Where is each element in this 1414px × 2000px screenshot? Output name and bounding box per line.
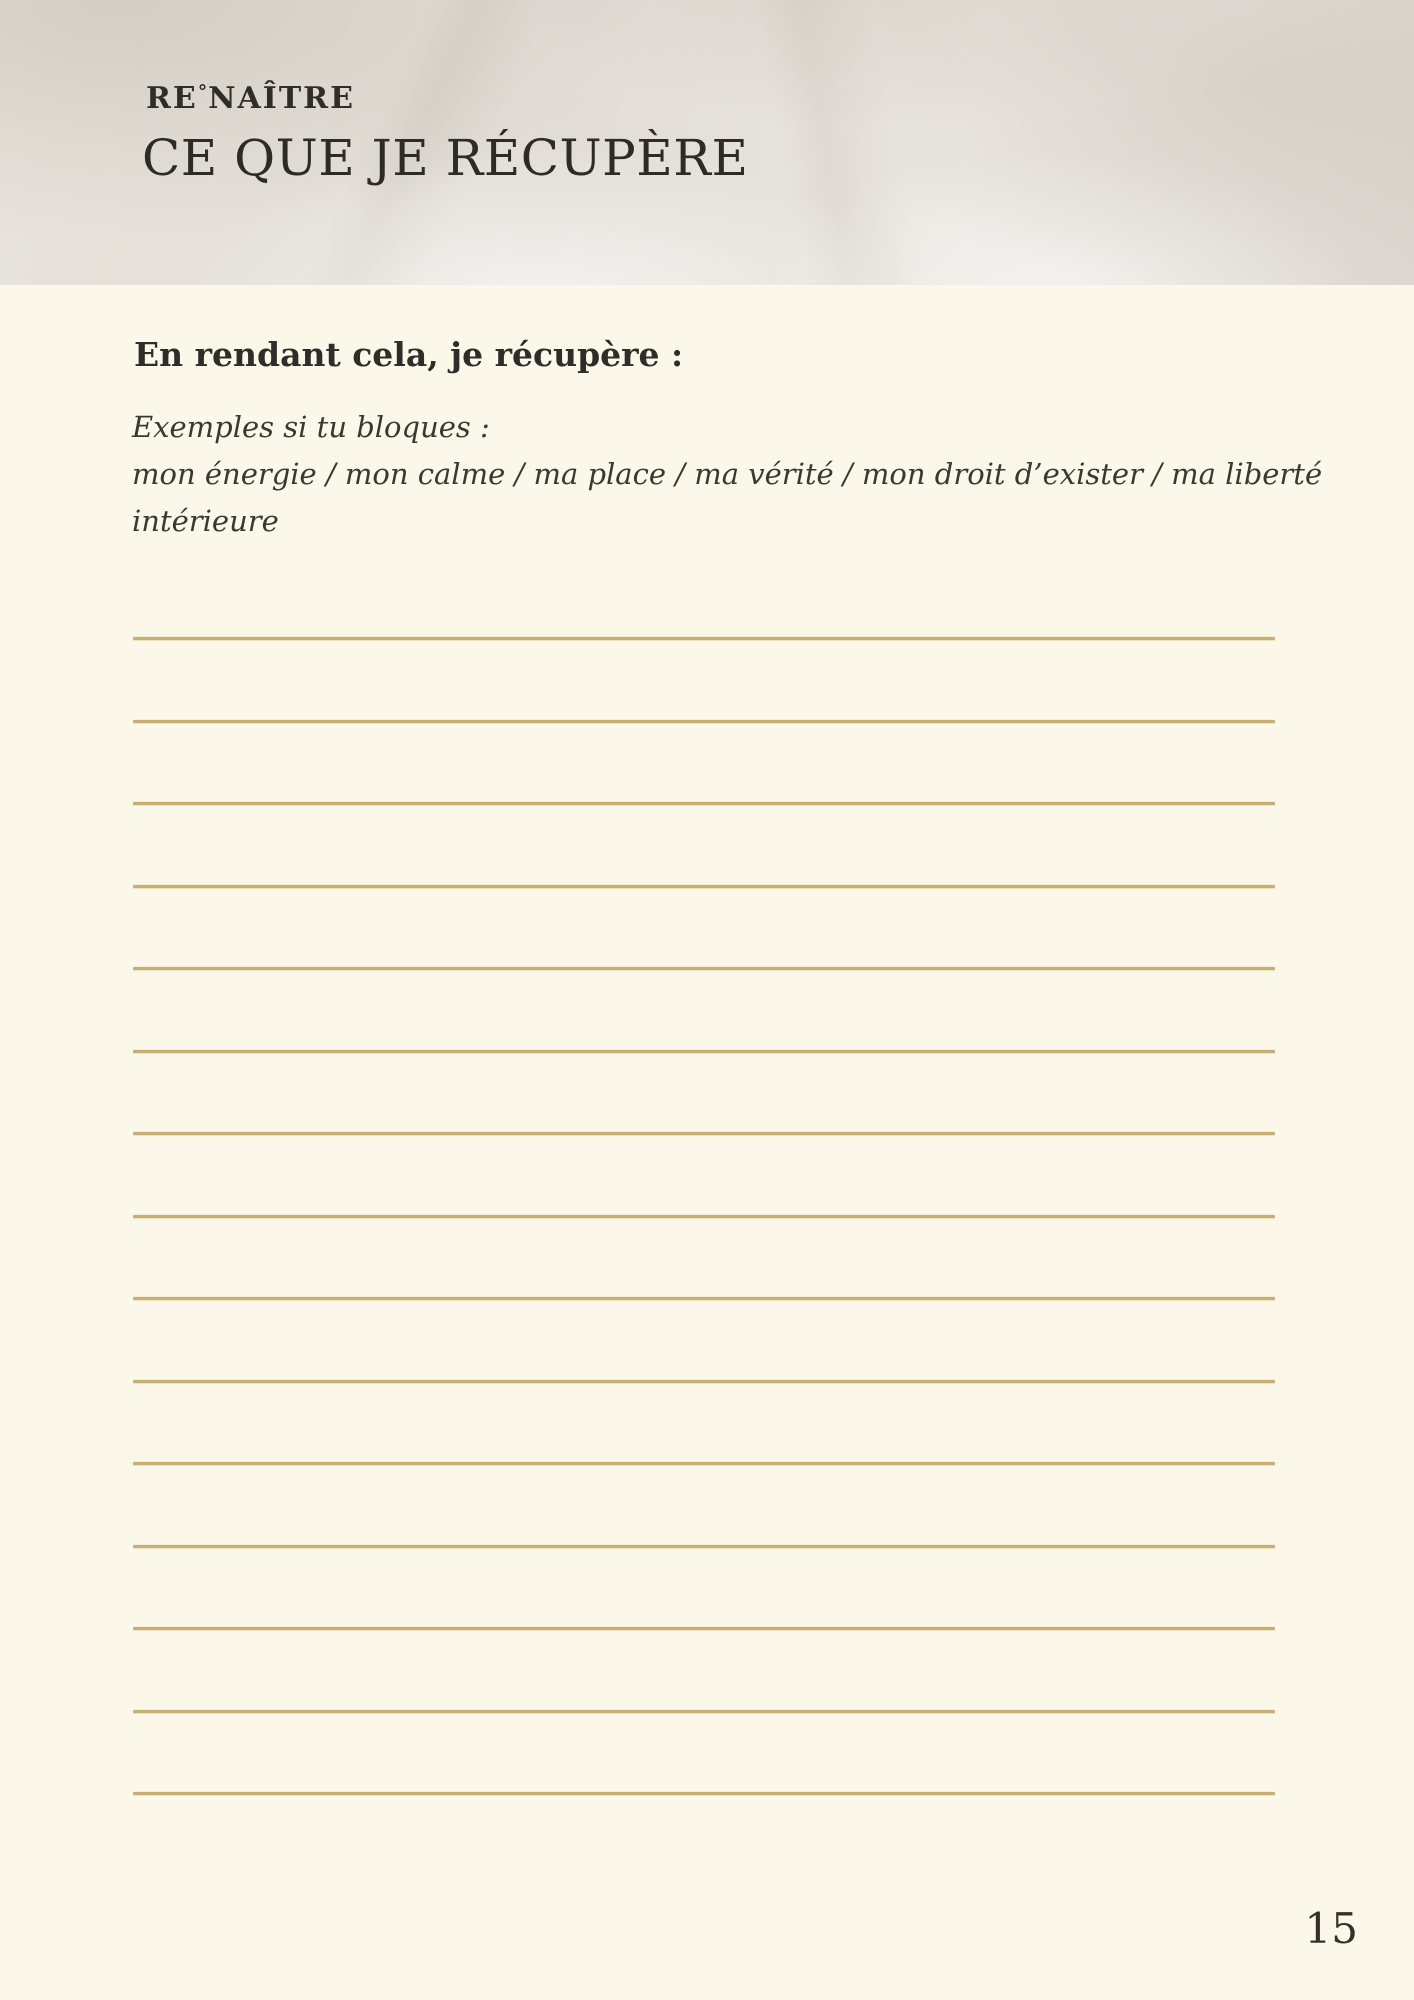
brand-logo: [146, 81, 355, 117]
writing-line: [133, 1297, 1275, 1300]
writing-line: [133, 1792, 1275, 1795]
writing-lines-area: [133, 637, 1275, 1795]
writing-line: [133, 720, 1275, 723]
writing-line: [133, 1132, 1275, 1135]
writing-line: [133, 1710, 1275, 1713]
hint-label: Exemples si tu bloques :: [132, 410, 490, 444]
writing-line: [133, 1545, 1275, 1548]
writing-line: [133, 1380, 1275, 1383]
writing-line: [133, 802, 1275, 805]
page-title: CE QUE JE RÉCUPÈRE: [142, 129, 749, 187]
writing-line: [133, 1627, 1275, 1630]
hint-examples-continuation: intérieure: [132, 504, 279, 538]
writing-line: [133, 637, 1275, 640]
writing-line: [133, 1215, 1275, 1218]
page-number: 15: [1304, 1904, 1358, 1953]
hint-examples-line: mon énergie / mon calme / ma place / ma vérité / mon droit d’exister / ma liberté: [132, 457, 1323, 491]
brand-text-pre: RE: [146, 81, 198, 117]
hint-block: [132, 404, 1322, 545]
writing-line: [133, 885, 1275, 888]
writing-line: [133, 1050, 1275, 1053]
journal-prompt: En rendant cela, je récupère :: [134, 335, 684, 374]
brand-ordinal-mark: °: [197, 82, 209, 103]
brand-text-post: NAÎTRE: [208, 81, 355, 117]
writing-line: [133, 1462, 1275, 1465]
header-band: [0, 0, 1414, 285]
writing-line: [133, 967, 1275, 970]
